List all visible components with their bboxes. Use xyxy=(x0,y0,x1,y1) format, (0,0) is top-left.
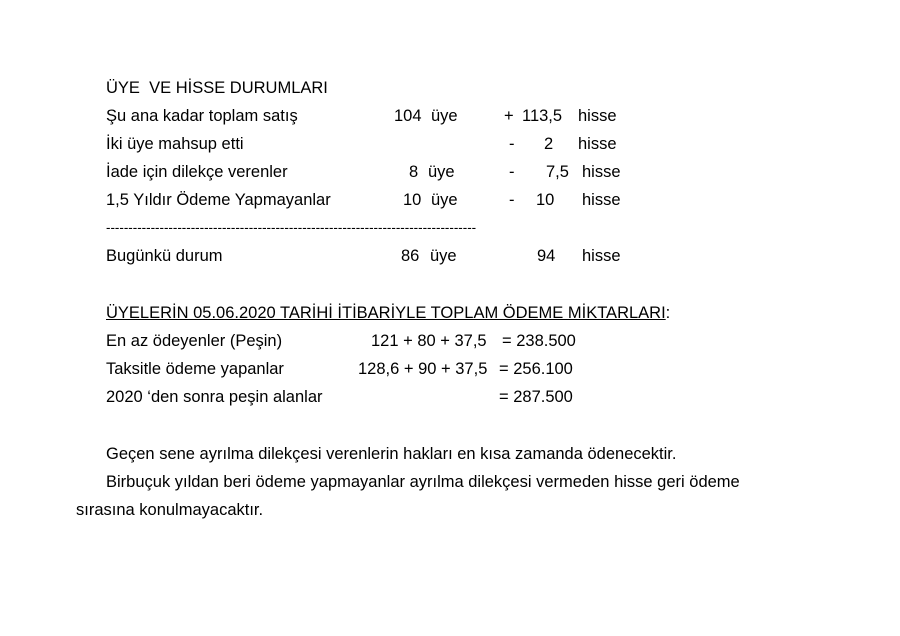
total-label: Bugünkü durum xyxy=(106,247,223,265)
share-unit: hisse xyxy=(582,163,621,181)
share-unit: hisse xyxy=(578,135,617,153)
share-count: 2 xyxy=(544,135,554,153)
section2-heading-text: ÜYELERİN 05.06.2020 TARİHİ İTİBARİYLE TOPLAM ÖDEME MİKTARLARI xyxy=(106,304,666,322)
row-label: İade için dilekçe verenler xyxy=(106,163,288,181)
note-paragraph-2-line-2: sırasına konulmayacaktır. xyxy=(76,501,264,519)
section1-heading: ÜYE VE HİSSE DURUMLARI xyxy=(106,79,328,97)
row-label: 1,5 Yıldır Ödeme Yapmayanlar xyxy=(106,191,331,209)
note-paragraph-2-line-1: Birbuçuk yıldan beri ödeme yapmayanlar ayrılma dilekçesi vermeden hisse geri ödeme xyxy=(106,473,740,491)
share-unit: hisse xyxy=(578,107,617,125)
sign: + xyxy=(504,107,514,125)
payment-result: = 287.500 xyxy=(499,388,573,406)
row-label: İki üye mahsup etti xyxy=(106,135,244,153)
sign: - xyxy=(509,191,515,209)
total-share-unit: hisse xyxy=(582,247,621,265)
payment-label: En az ödeyenler (Peşin) xyxy=(106,332,283,350)
payment-label: Taksitle ödeme yapanlar xyxy=(106,360,284,378)
section2-heading-colon: : xyxy=(665,304,671,322)
dashed-divider: ----------------------------------------------------------------------------------- xyxy=(106,220,477,235)
section2-heading xyxy=(106,303,670,323)
payment-label: 2020 ‘den sonra peşin alanlar xyxy=(106,388,323,406)
payment-result: = 256.100 xyxy=(499,360,573,378)
member-unit: üye xyxy=(431,107,458,125)
sign: - xyxy=(509,163,515,181)
total-member-count: 86 xyxy=(401,247,420,265)
member-count: 10 xyxy=(403,191,422,209)
share-unit: hisse xyxy=(582,191,621,209)
member-unit: üye xyxy=(428,163,455,181)
member-count: 8 xyxy=(409,163,419,181)
total-share-count: 94 xyxy=(537,247,556,265)
payment-formula: 121 + 80 + 37,5 xyxy=(371,332,487,350)
member-count: 104 xyxy=(394,107,422,125)
sign: - xyxy=(509,135,515,153)
share-count: 10 xyxy=(536,191,555,209)
total-member-unit: üye xyxy=(430,247,457,265)
payment-formula: 128,6 + 90 + 37,5 xyxy=(358,360,488,378)
share-count: 113,5 xyxy=(522,107,563,125)
payment-result: = 238.500 xyxy=(502,332,576,350)
share-count: 7,5 xyxy=(546,163,569,181)
row-label: Şu ana kadar toplam satış xyxy=(106,107,298,125)
member-unit: üye xyxy=(431,191,458,209)
note-paragraph-1: Geçen sene ayrılma dilekçesi verenlerin hakları en kısa zamanda ödenecektir. xyxy=(106,445,677,463)
